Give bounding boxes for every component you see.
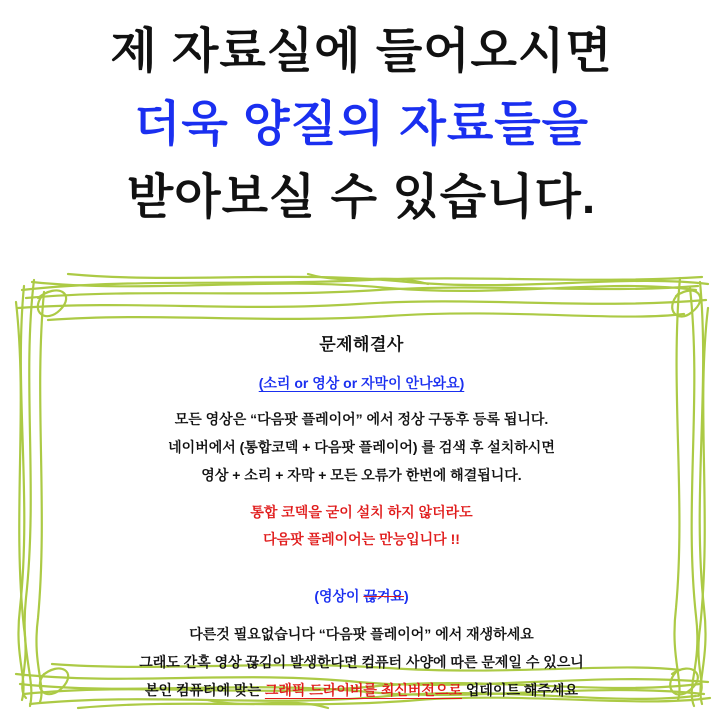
- section2-subtitle-suffix: ): [404, 587, 409, 604]
- headline-line-1: 제 자료실에 들어오시면: [110, 25, 613, 78]
- section2-last-part-3: 업데이트 해주세요: [462, 681, 578, 698]
- section1-line-3: 영상 + 소리 + 자막 + 모든 오류가 한번에 해결됩니다.: [201, 467, 522, 483]
- spacer-2: [48, 554, 675, 586]
- panel-title: 문제해결사: [319, 335, 404, 354]
- sketch-frame: [8, 268, 715, 712]
- headline-line-3: 받아보실 수 있습니다.: [126, 170, 597, 224]
- section2-line-1: 다른것 필요없습니다 “다음팟 플레이어” 에서 재생하세요: [189, 625, 534, 642]
- section2-subtitle: [48, 586, 675, 606]
- section2-last-part-2: 그래픽 드라이버를 최신버전으로: [264, 681, 462, 698]
- panel-content: [48, 330, 675, 704]
- section2-subtitle-strike: 끊겨요: [363, 587, 405, 604]
- section2-subtitle-prefix: (영상이: [314, 587, 364, 604]
- section1-red-line-1: 통합 코덱을 굳이 설치 하지 않더라도: [250, 504, 473, 520]
- headline-line-2: 더욱 양질의 자료들을: [134, 97, 589, 151]
- section2-line-3: [48, 676, 675, 704]
- section1-subtitle: (소리 or 영상 or 자막이 안나와요): [258, 375, 465, 391]
- section1-red-line-2: 다음팟 플레이어는 만능입니다 !!: [263, 531, 460, 548]
- spacer-1: [48, 489, 675, 499]
- section1-line-1: 모든 영상은 “다음팟 플레이어” 에서 정상 구동후 등록 됩니다.: [174, 411, 549, 427]
- section1-line-2: 네이버에서 (통합코덱 + 다음팟 플레이어) 를 검색 후 설치하시면: [168, 439, 555, 455]
- section2-line-2: 그래도 간혹 영상 끊김이 발생한다면 컴퓨터 사양에 따른 문제일 수 있으니: [139, 653, 584, 670]
- headline-block: [0, 16, 723, 235]
- section2-last-part-1: 본인 컴퓨터에 맞는: [145, 681, 265, 698]
